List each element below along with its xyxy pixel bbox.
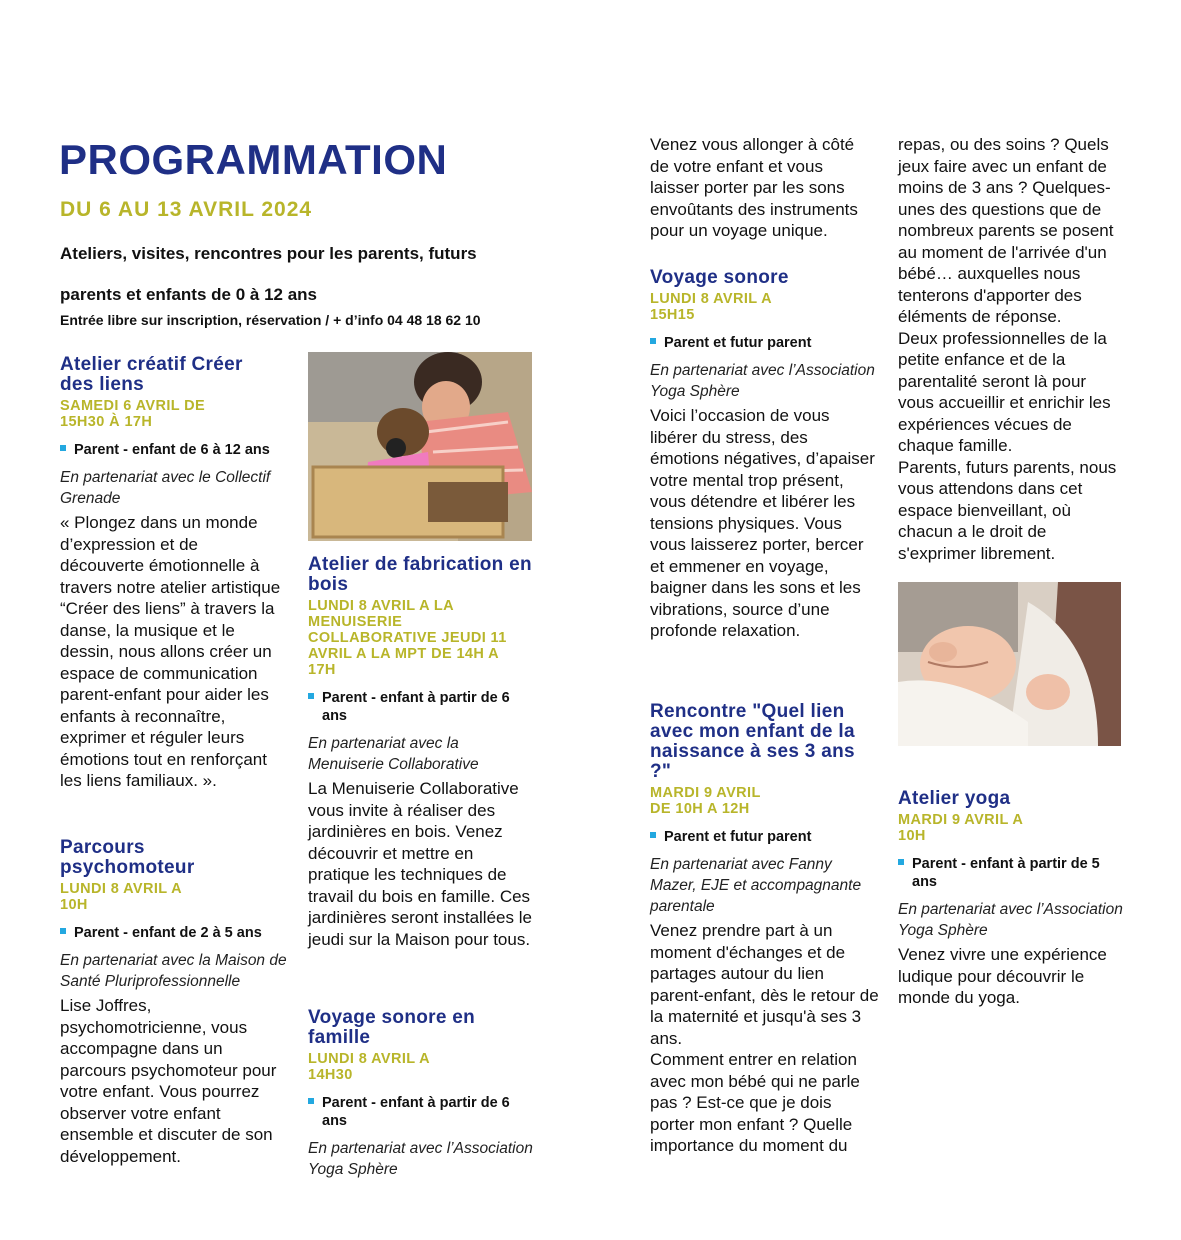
- event-atelier-creatif: [60, 355, 290, 792]
- event-audience: [898, 855, 1128, 891]
- event-description: Venez vivre une expérience ludique pour découvrir le monde du yoga.: [898, 945, 1107, 1007]
- event-description-2: Comment entrer en relation avec mon bébé qui ne parle pas ? Est-ce que je dois porter mon enfant ? Quelle importance du moment du: [650, 1050, 860, 1155]
- event-partner: En partenariat avec l’Association Yoga Sphère: [898, 901, 1123, 939]
- event-title: Voyage sonore: [650, 267, 789, 288]
- rencontre-text-1: repas, ou des soins ? Quels jeux faire avec un enfant de moins de 3 ans ? Quelques-unes des questions que de nombreux parents se posent au moment de l'arrivée d'un bébé… auxquelles nous tenterons d'apporter des éléments de réponse.: [898, 135, 1114, 326]
- event-description: Venez prendre part à un moment d'échanges et de partages autour du lien parent-enfant, dès le retour de la maternité et jusqu'à ses 3 ans.: [650, 921, 879, 1048]
- page-title: PROGRAMMATION: [59, 136, 448, 183]
- event-date: MARDI 9 AVRIL A 10H: [898, 812, 1023, 844]
- event-yoga: [898, 789, 1128, 1009]
- event-voyage-famille: [308, 1008, 538, 1180]
- event-audience: [60, 441, 290, 459]
- event-voyage-sonore: [650, 268, 880, 642]
- event-audience: [650, 828, 880, 846]
- event-partner: En partenariat avec la Maison de Santé Pluriprofessionnelle: [60, 952, 287, 990]
- entry-info: Entrée libre sur inscription, réservation / + d’info 04 48 18 62 10: [60, 312, 481, 328]
- event-description: « Plongez dans un monde d’expression et de découverte émotionnelle à travers notre atelier artistique “Créer des liens” à travers la danse, la musique et le dessin, nous allons créer un espace de communication parent-enfant pour aider les enfants à reconnaître, exprimer et réguler leurs émotions tout en renforçant les liens familiaux. ».: [60, 513, 281, 790]
- event-rencontre: [650, 702, 880, 1157]
- voyage-famille-description: Venez vous allonger à côté de votre enfant et vous laisser porter par les sons envoûtants des instruments pour un voyage unique.: [650, 135, 858, 240]
- audience-label: Parent - enfant à partir de 6 ans: [322, 1095, 510, 1129]
- event-description: Voici l’occasion de vous libérer du stress, des émotions négatives, d’apaiser votre mental trop présent, vous détendre et libérer les tensions physiques. Vous vous laisserez porter, bercer et emmener en voyage, baigner dans les sons et les vibrations, source d’une profonde relaxation.: [650, 406, 875, 640]
- audience-label: Parent - enfant de 2 à 5 ans: [74, 925, 262, 941]
- event-title: Parcours psychomoteur: [60, 837, 195, 878]
- event-partner: En partenariat avec Fanny Mazer, EJE et accompagnante parentale: [650, 856, 862, 915]
- rencontre-continued: [898, 134, 1122, 564]
- event-partner: En partenariat avec la Menuiserie Collaborative: [308, 735, 479, 773]
- bullet-icon: [650, 338, 656, 344]
- baby-image: [898, 582, 1121, 746]
- event-date: LUNDI 8 AVRIL A 10H: [60, 881, 182, 913]
- event-date: LUNDI 8 AVRIL A 14H30: [308, 1051, 430, 1083]
- audience-label: Parent et futur parent: [664, 335, 812, 351]
- event-audience: [650, 334, 880, 352]
- bullet-icon: [308, 1098, 314, 1104]
- event-partner: En partenariat avec le Collectif Grenade: [60, 469, 271, 507]
- bullet-icon: [60, 928, 66, 934]
- event-audience: [308, 689, 538, 725]
- audience-label: Parent et futur parent: [664, 829, 812, 845]
- event-title: Rencontre "Quel lien avec mon enfant de la naissance à ses 3 ans ?": [650, 701, 855, 782]
- event-title: Voyage sonore en famille: [308, 1007, 476, 1048]
- baby-photo: [898, 582, 1121, 746]
- event-date: LUNDI 8 AVRIL A 15H15: [650, 291, 772, 323]
- workshop-photo: [308, 352, 532, 541]
- bullet-icon: [898, 859, 904, 865]
- event-description: La Menuiserie Collaborative vous invite à réaliser des jardinières en bois. Venez découvrir et mettre en pratique les techniques de travail du bois en famille. Ces jardinières seront installées le jeudi sur la Maison pour tous.: [308, 779, 532, 949]
- audience-label: Parent - enfant de 6 à 12 ans: [74, 442, 270, 458]
- audience-label: Parent - enfant à partir de 5 ans: [912, 856, 1100, 890]
- rencontre-text-2: Deux professionnelles de la petite enfance et de la parentalité seront là pour vous accueillir et enrichir les expériences vécues de chaque famille.: [898, 328, 1111, 455]
- event-title: Atelier de fabrication en bois: [308, 554, 532, 595]
- rencontre-text-3: Parents, futurs parents, nous vous attendons dans cet espace bienveillant, où chacun a le droit de s'exprimer librement.: [898, 457, 1117, 563]
- event-description: Lise Joffres, psychomotricienne, vous accompagne dans un parcours psychomoteur pour votre enfant. Vous pourrez observer votre enfant ensemble et discuter de son développement.: [60, 996, 277, 1166]
- bullet-icon: [308, 693, 314, 699]
- woodwork-image: [308, 352, 532, 541]
- event-atelier-bois: [308, 555, 538, 950]
- event-title: Atelier yoga: [898, 788, 1011, 809]
- event-partner: En partenariat avec l’Association Yoga Sphère: [308, 1140, 533, 1178]
- event-date: MARDI 9 AVRIL DE 10H A 12H: [650, 785, 761, 817]
- page-subtitle: Ateliers, visites, rencontres pour les parents, futurs parents et enfants de 0 à 12 ans: [60, 244, 477, 304]
- event-title: Atelier créatif Créer des liens: [60, 354, 243, 395]
- event-date: SAMEDI 6 AVRIL DE 15H30 À 17H: [60, 398, 206, 430]
- audience-label: Parent - enfant à partir de 6 ans: [322, 690, 510, 724]
- bullet-icon: [60, 445, 66, 451]
- event-audience: [308, 1094, 538, 1130]
- event-audience: [60, 924, 290, 942]
- bullet-icon: [650, 832, 656, 838]
- event-parcours: [60, 838, 290, 1167]
- event-partner: En partenariat avec l’Association Yoga Sphère: [650, 362, 875, 400]
- event-date: LUNDI 8 AVRIL A LA MENUISERIE COLLABORATIVE JEUDI 11 AVRIL A LA MPT DE 14H A 17H: [308, 598, 507, 678]
- date-range: DU 6 AU 13 AVRIL 2024: [60, 198, 313, 221]
